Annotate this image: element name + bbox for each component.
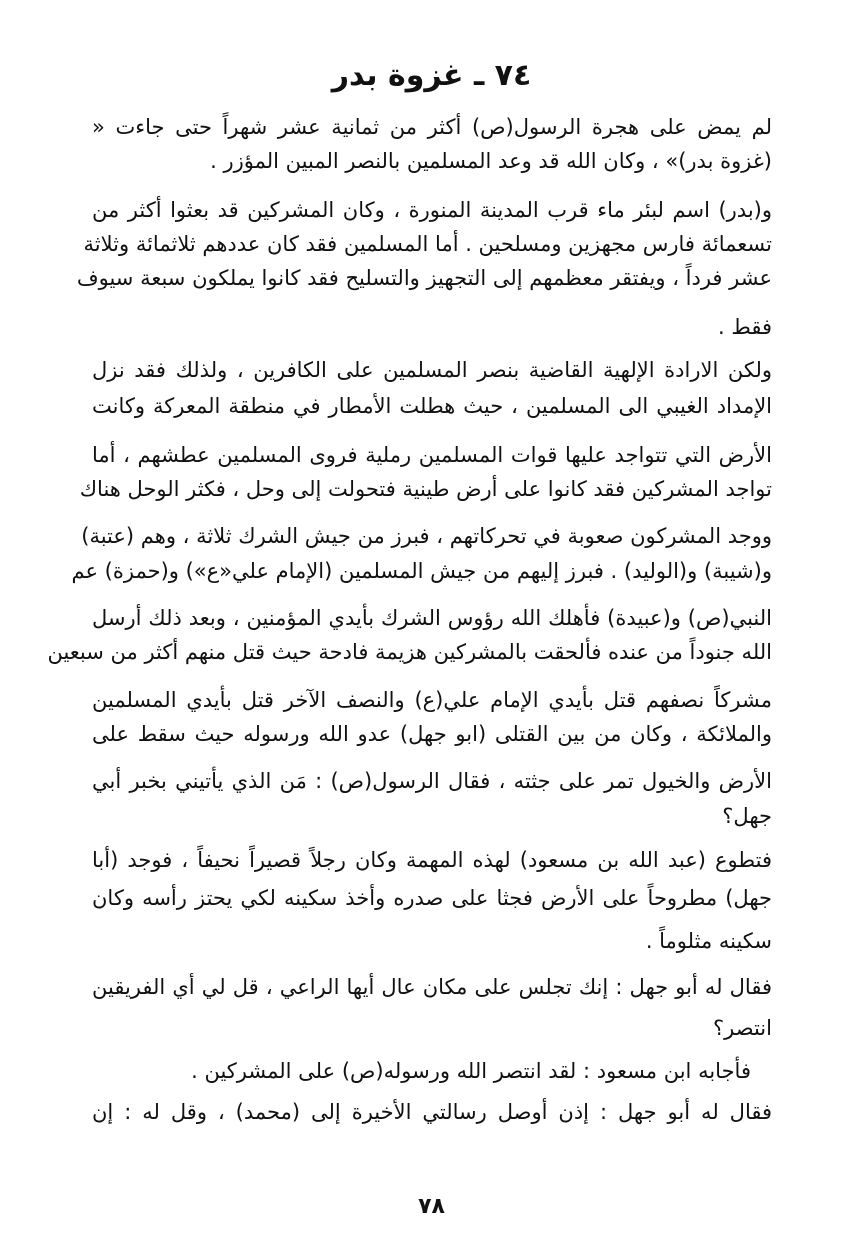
paragraph-2-line-1: و(بدر) اسم لبئر ماء قرب المدينة المنورة ، وكان المشركين قد بعثوا أكثر من bbox=[92, 198, 772, 222]
paragraph-3-line-4: تواجد المشركين فقد كانوا على أرض طينية فتحولت إلى وحل ، فكثر الوحل هناك bbox=[79, 477, 772, 501]
paragraph-3-line-8: الله جنوداً من عنده فألحقت بالمشركين هزيمة فادحة حيث قتل منهم أكثر من سبعين bbox=[47, 640, 772, 664]
paragraph-3-line-6: و(شيبة) و(الوليد) . فبرز إليهم من جيش المسلمين (الإمام علي«ع») و(حمزة) عم bbox=[71, 559, 772, 583]
paragraph-3-line-5: ووجد المشركون صعوبة في تحركاتهم ، فبرز من جيش الشرك ثلاثة ، وهم (عتبة) bbox=[81, 524, 772, 548]
paragraph-2-line-2: تسعمائة فارس مجهزين ومسلحين . أما المسلمين فقد كان عددهم ثلاثمائة وثلاثة bbox=[83, 232, 772, 256]
paragraph-3-line-11: الأرض والخيول تمر على جثته ، فقال الرسول(ص) : مَن الذي يأتيني بخبر أبي bbox=[92, 769, 772, 793]
paragraph-5-line-2: انتصر؟ bbox=[713, 1016, 772, 1040]
paragraph-4-line-1: فتطوع (عبد الله بن مسعود) لهذه المهمة وكان رجلاً قصيراً نحيفاً ، فوجد (أبا bbox=[92, 848, 772, 872]
paragraph-1-line-2: (غزوة بدر)» ، وكان الله قد وعد المسلمين بالنصر المبين المؤزر . bbox=[210, 149, 772, 173]
paragraph-3-line-2: الإمداد الغيبي الى المسلمين ، حيث هطلت الأمطار في منطقة المعركة وكانت bbox=[92, 394, 772, 418]
paragraph-5-line-1: فقال له أبو جهل : إنك تجلس على مكان عال أيها الراعي ، قل لي أي الفريقين bbox=[92, 975, 772, 999]
paragraph-2-line-3: عشر فرداً ، ويفتقر معظمهم إلى التجهيز والتسليح فقد كانوا يملكون سبعة سيوف bbox=[76, 266, 772, 290]
paragraph-3-line-10: والملائكة ، وكان من بين القتلى (ابو جهل) عدو الله ورسوله حيث سقط على bbox=[92, 722, 772, 746]
paragraph-7-line-1: فقال له أبو جهل : إذن أوصل رسالتي الأخيرة إلى (محمد) ، وقل له : إن bbox=[92, 1100, 772, 1124]
paragraph-6-line-1: فأجابه ابن مسعود : لقد انتصر الله ورسوله(ص) على المشركين . bbox=[191, 1059, 751, 1083]
paragraph-3-line-7: النبي(ص) و(عبيدة) فأهلك الله رؤوس الشرك بأيدي المؤمنين ، وبعد ذلك أرسل bbox=[92, 606, 772, 630]
page-number: ٧٨ bbox=[418, 1194, 445, 1219]
paragraph-3-line-1: ولكن الارادة الإلهية القاضية بنصر المسلمين على الكافرين ، ولذلك فقد نزل bbox=[92, 358, 772, 382]
paragraph-4-line-3: سكينه مثلوماً . bbox=[645, 929, 772, 953]
paragraph-4-line-2: جهل) مطروحاً على الأرض فجثا على صدره وأخذ سكينه لكي يحتز رأسه وكان bbox=[92, 886, 772, 910]
paragraph-2-line-4: فقط . bbox=[718, 315, 772, 339]
paragraph-1-line-1: لم يمض على هجرة الرسول(ص) أكثر من ثمانية عشر شهراً حتى جاءت « bbox=[92, 115, 772, 139]
paragraph-3-line-3: الأرض التي تتواجد عليها قوات المسلمين رملية فروى المسلمين عطشهم ، أما bbox=[92, 443, 772, 467]
paragraph-3-line-12: جهل؟ bbox=[722, 804, 772, 828]
chapter-title: ٧٤ ـ غزوة بدر bbox=[331, 58, 532, 93]
paragraph-3-line-9: مشركاً نصفهم قتل بأيدي الإمام علي(ع) والنصف الآخر قتل بأيدي المسلمين bbox=[92, 688, 772, 712]
